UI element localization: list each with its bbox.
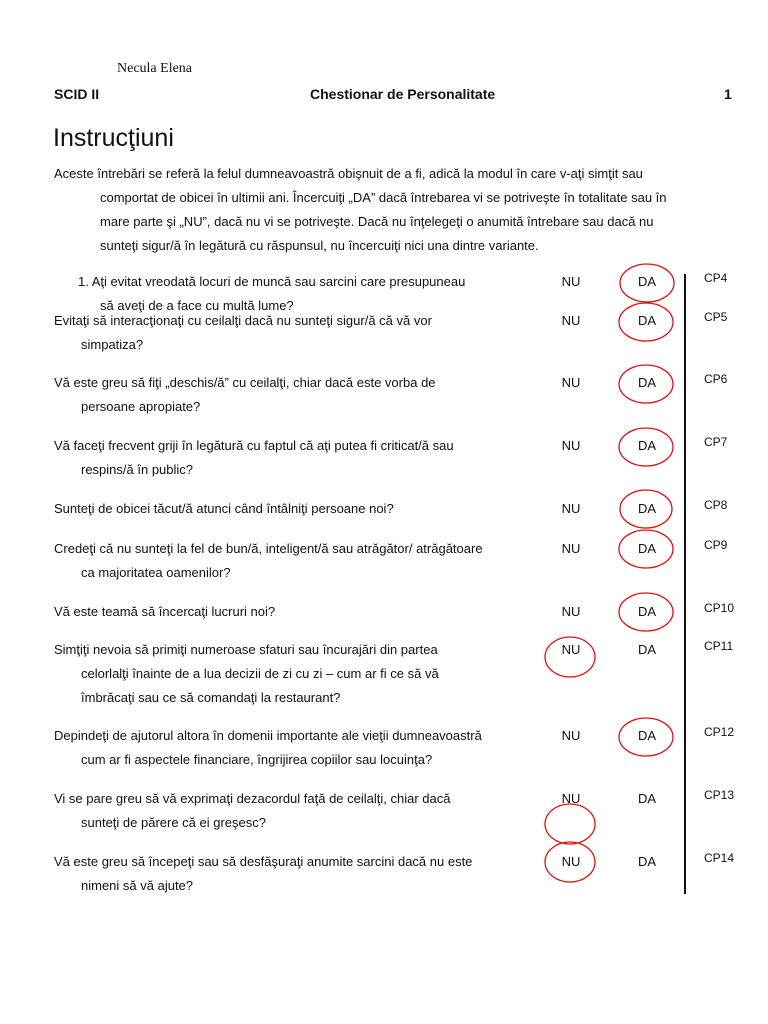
item-code: CP9 [704,538,728,552]
instructions-text [54,162,734,258]
question-text [54,309,534,357]
question-line: Vă faceţi frecvent griji în legătură cu faptul că aţi putea fi criticat/ă sau [54,438,454,453]
answer-nu[interactable]: NU [561,438,581,453]
answer-nu[interactable]: NU [561,791,581,806]
question-text [54,638,534,710]
answer-nu[interactable]: NU [561,313,581,328]
answer-da[interactable]: DA [637,313,657,328]
answer-da[interactable]: DA [637,604,657,619]
question-text [54,497,534,521]
question-line: Sunteţi de obicei tăcut/ă atunci când întâlniţi persoane noi? [54,501,394,516]
answer-nu[interactable]: NU [561,604,581,619]
question-line: Vă este greu să începeţi sau să desfăşuraţi anumite sarcini dacă nu este [54,854,473,869]
item-code: CP8 [704,498,728,512]
question-line: ca majoritatea oamenilor? [81,565,231,580]
question-text [54,850,534,898]
instructions-line: comportat de obicei în ultimii ani. Încercuiţi „DA” dacă întrebarea vi se potriveşte în totalitate sau în [100,190,667,205]
question-line: Credeţi că nu sunteţi la fel de bun/ă, inteligent/ă sau atrăgător/ atrăgătoare [54,541,483,556]
question-line: Vă este greu să fiţi „deschis/ă” cu ceilalţi, chiar dacă este vorba de [54,375,436,390]
instructions-line: mare parte şi „NU”, dacă nu vi se potriveşte. Dacă nu înţelegeţi o anumită întrebare sau dacă nu [100,214,654,229]
question-line: îmbrăcaţi sau ce să comandaţi la restaurant? [81,690,341,705]
question-line: respins/ă în public? [81,462,194,477]
item-code: CP5 [704,310,728,324]
item-code: CP4 [704,271,728,285]
instructions-heading: Instrucţiuni [53,124,174,152]
item-code: CP11 [704,639,734,653]
question-line: nimeni să vă ajute? [81,878,194,893]
item-code: CP13 [704,788,735,802]
answer-da[interactable]: DA [637,854,657,869]
question-line: simpatiza? [81,337,144,352]
question-line: 1. Aţi evitat vreodată locuri de muncă sau sarcini care presupuneau [78,274,466,289]
answer-da[interactable]: DA [637,642,657,657]
answer-nu[interactable]: NU [561,854,581,869]
question-line: Depindeţi de ajutorul altora în domenii importante ale vieţii dumneavoastră [54,728,482,743]
question-line: persoane apropiate? [81,399,201,414]
question-text [54,371,534,419]
answer-nu[interactable]: NU [561,728,581,743]
answer-da[interactable]: DA [637,728,657,743]
answer-da[interactable]: DA [637,791,657,806]
question-text [54,600,534,624]
question-line: sunteţi de părere că ei greşesc? [81,815,266,830]
instructions-line: Aceste întrebări se referă la felul dumneavoastră obişnuit de a fi, adică la modul în care v-aţi simţit sau [54,166,643,181]
answer-da[interactable]: DA [637,274,657,289]
answer-nu[interactable]: NU [561,274,581,289]
author-name: Necula Elena [117,61,193,76]
answer-nu[interactable]: NU [561,375,581,390]
question-line: Vă este teamă să încercaţi lucruri noi? [54,604,276,619]
question-text [54,537,534,585]
answer-da[interactable]: DA [637,501,657,516]
answer-nu[interactable]: NU [561,501,581,516]
question-line: Vi se pare greu să vă exprimaţi dezacordul faţă de ceilalţi, chiar dacă [54,791,451,806]
item-code: CP10 [704,601,735,615]
question-line: Simţiţi nevoia să primiţi numeroase sfaturi sau încurajări din partea [54,642,438,657]
answer-da[interactable]: DA [637,375,657,390]
item-code: CP12 [704,725,735,739]
item-code: CP6 [704,372,728,386]
answer-nu[interactable]: NU [561,642,581,657]
question-line: să aveţi de a face cu multă lume? [100,298,294,313]
question-line: cum ar fi aspectele financiare, îngrijirea copiilor sau locuinţa? [81,752,433,767]
answer-da[interactable]: DA [637,438,657,453]
form-code: SCID II [54,86,100,102]
answer-da[interactable]: DA [637,541,657,556]
item-code: CP14 [704,851,735,865]
question-line: celorlalţi înainte de a lua decizii de zi cu zi – cum ar fi ce să vă [81,666,439,681]
instructions-line: sunteţi sigur/ă în legătură cu răspunsul, nu încercuiţi nici una dintre variante. [100,238,539,253]
item-code: CP7 [704,435,728,449]
question-text [54,434,534,482]
vertical-divider [684,274,686,894]
question-line: Evitaţi să interacţionaţi cu ceilalţi dacă nu sunteţi sigur/ă că vă vor [54,313,432,328]
answer-nu[interactable]: NU [561,541,581,556]
question-text [54,787,534,835]
question-text [54,724,534,772]
page-number: 1 [724,86,732,102]
document-title: Chestionar de Personalitate [310,86,496,102]
